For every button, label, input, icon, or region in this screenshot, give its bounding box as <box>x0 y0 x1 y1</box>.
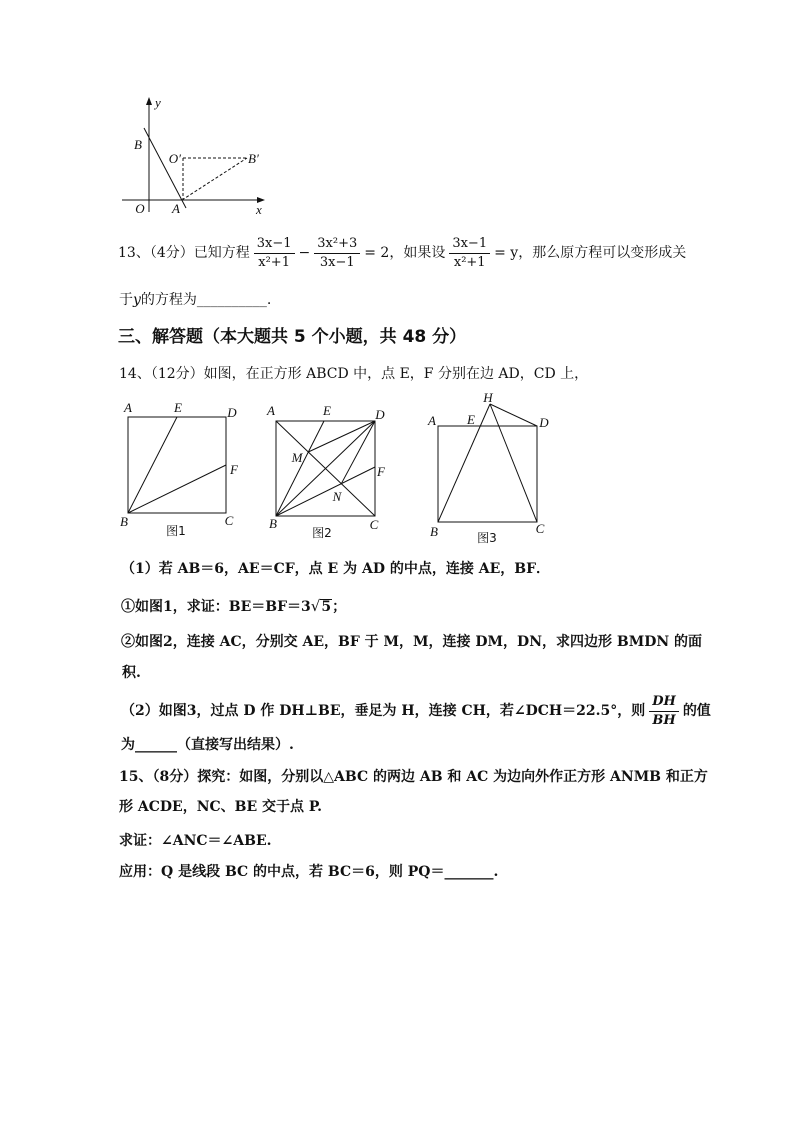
q14-sub1-text: ①如图1，求证：BE＝BF＝3 <box>121 599 311 615</box>
label-x-axis: x <box>256 202 262 217</box>
fig2-label-f: F <box>377 464 385 479</box>
q13-fraction-3-denominator: x²+1 <box>453 254 486 270</box>
fig3-caption: 图3 <box>477 531 497 545</box>
q13-line1 <box>118 235 686 271</box>
q13-fraction-1-numerator: 3x−1 <box>254 236 295 254</box>
fig3-square <box>438 426 537 522</box>
fig2-label-e: E <box>323 403 331 418</box>
q15-line3: 求证：∠ANC＝∠ABE. <box>119 833 272 849</box>
figure-3 <box>424 390 554 545</box>
q13-equals-two: = 2，如果设 <box>364 245 446 261</box>
fig3-segment-bh <box>438 404 490 522</box>
label-o-prime: O′ <box>168 151 181 166</box>
q14-sub2-line2: 积. <box>122 665 141 681</box>
q15-line2: 形 ACDE，NC、BE 交于点 P. <box>119 799 322 815</box>
fig2-label-n: N <box>332 489 342 504</box>
q14-part2-fraction-numerator: DH <box>649 694 679 712</box>
q13-fraction-3-numerator: 3x−1 <box>449 236 490 254</box>
q14-part2-end: 的值 <box>682 703 711 719</box>
q13-fraction-2-numerator: 3x²+3 <box>314 236 360 254</box>
q13-minus: − <box>298 245 311 261</box>
q13-line2-variable: y <box>133 292 141 308</box>
fig2-label-m: M <box>291 450 303 465</box>
fig1-label-f: F <box>230 462 238 477</box>
fig2-label-a: A <box>267 403 275 418</box>
sqrt-icon: √ <box>310 597 321 615</box>
fig2-caption: 图2 <box>312 526 332 540</box>
figure-2 <box>262 400 392 545</box>
fig3-label-d: D <box>539 415 549 430</box>
fig1-segment-bf <box>128 465 226 513</box>
fig1-label-a: A <box>124 400 132 415</box>
q14-part2-text: （2）如图3，过点 D 作 DH⊥BE，垂足为 H，连接 CH，若∠DCH＝22.5°，则 <box>121 703 646 719</box>
label-origin: O <box>135 201 145 216</box>
q14-sub1-radicand: 5 <box>321 599 332 615</box>
q13-tail: = y，那么原方程可以变形成关 <box>494 245 687 261</box>
q14-part2-line2: 为______（直接写出结果）. <box>121 737 294 753</box>
fig3-label-h: H <box>483 390 493 405</box>
label-b-prime: B′ <box>248 151 259 166</box>
fig1-label-d: D <box>227 405 237 420</box>
q14-part2 <box>121 693 711 729</box>
fig2-label-d: D <box>375 407 385 422</box>
section-title: 三、解答题（本大题共 5 个小题，共 48 分） <box>118 327 467 347</box>
q13-fraction-2 <box>314 236 360 271</box>
fig1-caption: 图1 <box>166 524 186 538</box>
label-y-axis: y <box>155 95 161 110</box>
q14-sub2-line1: ②如图2，连接 AC，分别交 AE，BF 于 M，M，连接 DM，DN，求四边形 BMDN 的面 <box>121 634 703 650</box>
y-axis-arrow <box>146 97 152 105</box>
fig2-label-b: B <box>269 516 277 531</box>
fig3-segment-hc <box>490 404 537 522</box>
figure-1 <box>115 398 245 543</box>
q13-line2-start: 于 <box>119 292 133 308</box>
q14-sub1-end: ； <box>332 599 347 615</box>
q14-part2-fraction-denominator: BH <box>652 712 676 728</box>
label-b: B <box>134 137 142 152</box>
fig3-label-e: E <box>467 412 475 427</box>
fig2-segment-dm <box>308 421 375 452</box>
q13-line2 <box>119 290 271 310</box>
coordinate-figure <box>115 95 275 220</box>
fig2-segment-dn <box>341 421 375 484</box>
q13-line2-end: 的方程为__________. <box>140 292 272 308</box>
fig1-label-c: C <box>224 513 234 528</box>
fig3-label-a: A <box>428 413 436 428</box>
q13-lead: 13、（4分）已知方程 <box>118 245 250 261</box>
q13-fraction-1-denominator: x²+1 <box>258 254 290 270</box>
fig2-segment-bf <box>276 467 375 516</box>
fig1-square <box>128 417 226 513</box>
q14-intro: 14、（12分）如图，在正方形 ABCD 中，点 E，F 分别在边 AD，CD 上， <box>119 366 589 382</box>
q15-line1: 15、（8分）探究：如图，分别以△ABC 的两边 AB 和 AC 为边向外作正方形 ANMB 和正方 <box>119 769 708 785</box>
q15-line4: 应用：Q 是线段 BC 的中点，若 BC＝6，则 PQ＝_______. <box>119 864 499 880</box>
q13-fraction-1 <box>254 236 295 271</box>
label-a: A <box>172 201 180 216</box>
q14-part2-fraction <box>649 694 679 729</box>
dashed-a-b-prime <box>182 158 247 200</box>
q14-part1: （1）若 AB＝6，AE＝CF，点 E 为 AD 的中点，连接 AE，BF． <box>121 561 551 577</box>
line-through-b-and-a <box>144 128 186 208</box>
fig3-label-c: C <box>535 521 545 536</box>
fig1-label-b: B <box>120 514 128 529</box>
fig1-label-e: E <box>174 400 182 415</box>
fig2-segment-be <box>276 421 324 516</box>
fig1-segment-be <box>128 417 177 513</box>
q13-fraction-2-denominator: 3x−1 <box>319 254 355 270</box>
q13-fraction-3 <box>449 236 490 271</box>
fig2-label-c: C <box>369 517 379 532</box>
fig3-label-b: B <box>430 524 438 539</box>
q14-sub1 <box>121 596 346 617</box>
